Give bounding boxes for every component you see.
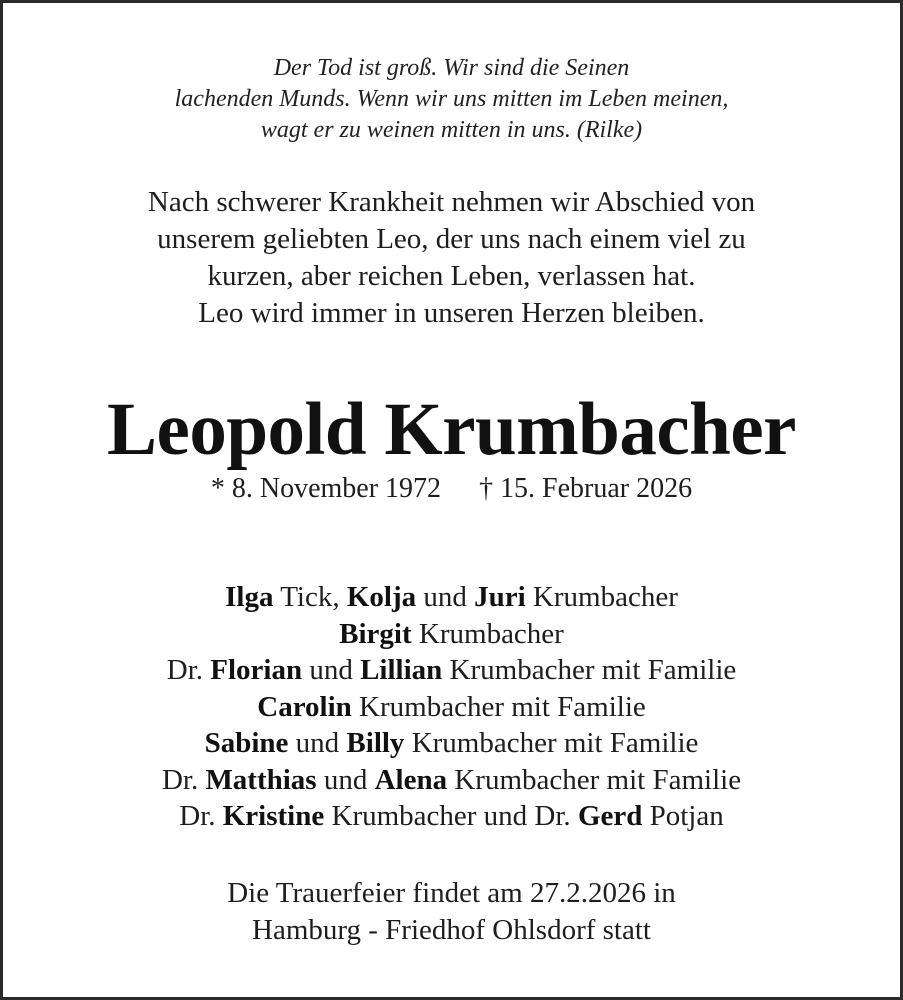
birth-date: * 8. November 1972 <box>210 473 442 504</box>
mourner-first-name: Kristine <box>222 800 325 832</box>
mourner-first-name: Gerd <box>577 800 643 832</box>
mourner-text: und <box>416 581 475 613</box>
mourner-line <box>3 652 900 689</box>
mourner-line <box>3 579 900 616</box>
intro-line: Leo wird immer in unseren Herzen bleiben. <box>198 297 705 329</box>
mourner-first-name: Lillian <box>360 654 443 686</box>
mourner-first-name: Kolja <box>346 581 417 613</box>
mourners-list <box>3 579 900 835</box>
intro-line: unserem geliebten Leo, der uns nach einem viel zu <box>157 223 746 255</box>
mourner-first-name: Alena <box>374 763 448 796</box>
life-dates <box>3 471 900 507</box>
funeral-line: Hamburg - Friedhof Ohlsdorf statt <box>252 914 651 946</box>
mourner-text: Tick, <box>273 581 347 613</box>
funeral-info <box>3 875 900 949</box>
mourner-text: Krumbacher mit Familie <box>404 727 699 759</box>
mourner-first-name: Sabine <box>204 727 289 759</box>
intro-text <box>3 184 900 332</box>
mourner-first-name: Carolin <box>257 690 352 723</box>
mourner-text: Dr. <box>179 800 223 832</box>
mourner-text: Krumbacher mit Familie <box>442 654 737 686</box>
mourner-first-name: Ilga <box>225 581 274 613</box>
mourner-line <box>3 616 900 653</box>
deceased-name: Leopold Krumbacher <box>107 388 796 471</box>
mourner-first-name: Florian <box>210 654 303 686</box>
mourner-line <box>3 798 900 835</box>
intro-line: kurzen, aber reichen Leben, verlassen hat. <box>207 260 696 292</box>
mourner-first-name: Matthias <box>205 763 317 796</box>
mourner-first-name: Juri <box>474 581 526 613</box>
rilke-quote <box>3 53 900 146</box>
quote-line: wagt er zu weinen mitten in uns. (Rilke) <box>260 117 643 143</box>
mourner-text: Krumbacher und Dr. <box>324 800 578 832</box>
mourner-text: Krumbacher mit Familie <box>351 690 646 723</box>
intro-line: Nach schwerer Krankheit nehmen wir Abschied von <box>147 186 756 218</box>
mourner-first-name: Birgit <box>339 617 412 650</box>
mourner-text: Dr. <box>166 654 211 686</box>
mourner-line <box>3 762 900 799</box>
mourner-text: Krumbacher <box>525 581 678 613</box>
mourner-line <box>3 689 900 726</box>
death-date: † 15. Februar 2026 <box>479 473 693 504</box>
quote-line: Der Tod ist groß. Wir sind die Seinen <box>273 55 630 81</box>
funeral-line: Die Trauerfeier findet am 27.2.2026 in <box>227 877 676 909</box>
mourner-text: und <box>288 727 347 759</box>
mourner-text: Krumbacher mit Familie <box>447 763 742 796</box>
mourner-text: Potjan <box>642 800 724 832</box>
mourner-text: Krumbacher <box>411 617 564 650</box>
mourner-first-name: Billy <box>346 727 405 759</box>
mourner-text: und <box>316 763 375 796</box>
mourner-text: Dr. <box>161 763 206 796</box>
quote-line: lachenden Munds. Wenn wir uns mitten im Leben meinen, <box>174 86 729 112</box>
mourner-text: und <box>302 654 361 686</box>
mourner-line <box>3 725 900 762</box>
